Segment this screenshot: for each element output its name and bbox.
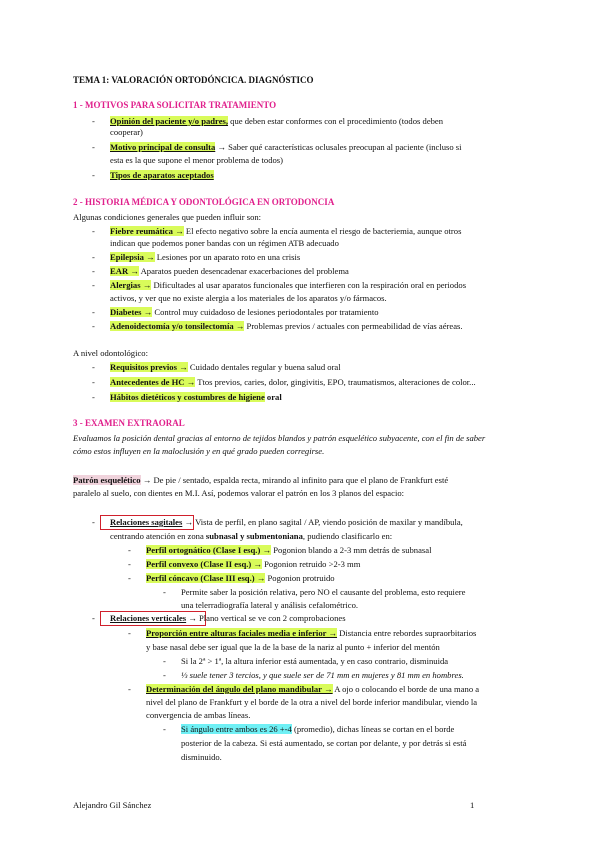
page-number: 1 bbox=[470, 800, 475, 810]
section-3-heading: 3 - EXAMEN EXTRAORAL bbox=[73, 418, 185, 428]
page-title: TEMA 1: VALORACIÓN ORTODÓNCICA. DIAGNÓSTICO bbox=[73, 75, 314, 85]
sub-item-cont: y base nasal debe ser igual que la de la base de la nariz al punto + inferior del mentón bbox=[146, 642, 440, 652]
list-item-cont: centrando atención en zona subnasal y submentoniana, pudiendo clasificarlo en: bbox=[110, 531, 393, 541]
sub-sub-item-cont: disminuido. bbox=[181, 752, 222, 762]
paragraph: Evaluamos la posición dental gracias al entorno de tejidos blandos y patrón esquelético subyacente, con el fin de saber bbox=[73, 433, 486, 443]
sub-sub-item-cont: una telerradiografía lateral y análisis cefalométrico. bbox=[181, 600, 359, 610]
list-item-cont: indican que podemos poner bandas con un régimen ATB adecuado bbox=[110, 238, 339, 248]
list-item-cont: activos, y ver que no existe alergia a los materiales de los aparatos y/o fármacos. bbox=[110, 293, 387, 303]
section-1-heading: 1 - MOTIVOS PARA SOLICITAR TRATAMIENTO bbox=[73, 100, 277, 110]
paragraph: A nivel odontológico: bbox=[73, 348, 148, 358]
list-item-cont: cooperar) bbox=[110, 127, 143, 137]
sub-sub-item-cont: posterior de la cabeza. Si está aumentado, se cortan por delante, y por detrás si está bbox=[181, 738, 467, 748]
sub-item-cont: convergencia de ambas líneas. bbox=[146, 710, 251, 720]
section-2-heading: 2 - HISTORIA MÉDICA Y ODONTOLÓGICA EN ORTODONCIA bbox=[73, 197, 335, 207]
patron-line: Patrón esquelético → De pie / sentado, espalda recta, mirando al infinito para que el plano de Frankfurt esté bbox=[73, 475, 449, 485]
patron-line-cont: paralelo al suelo, con dientes en M.I. Así, podemos valorar el patrón en los 3 planos del espacio: bbox=[73, 488, 405, 498]
footer-author: Alejandro Gil Sánchez bbox=[73, 800, 152, 810]
sub-item-cont: nivel del plano de Frankfurt y el borde de la otra a nivel del borde inferior mandibular, viendo la bbox=[146, 697, 478, 707]
list-item-cont: esta es la que supone el menor problema de todos) bbox=[110, 155, 284, 165]
paragraph: cómo estos influyen en la maloclusión y en qué grado pueden corregirse. bbox=[73, 446, 325, 456]
paragraph: Algunas condiciones generales que pueden influir son: bbox=[73, 212, 262, 222]
